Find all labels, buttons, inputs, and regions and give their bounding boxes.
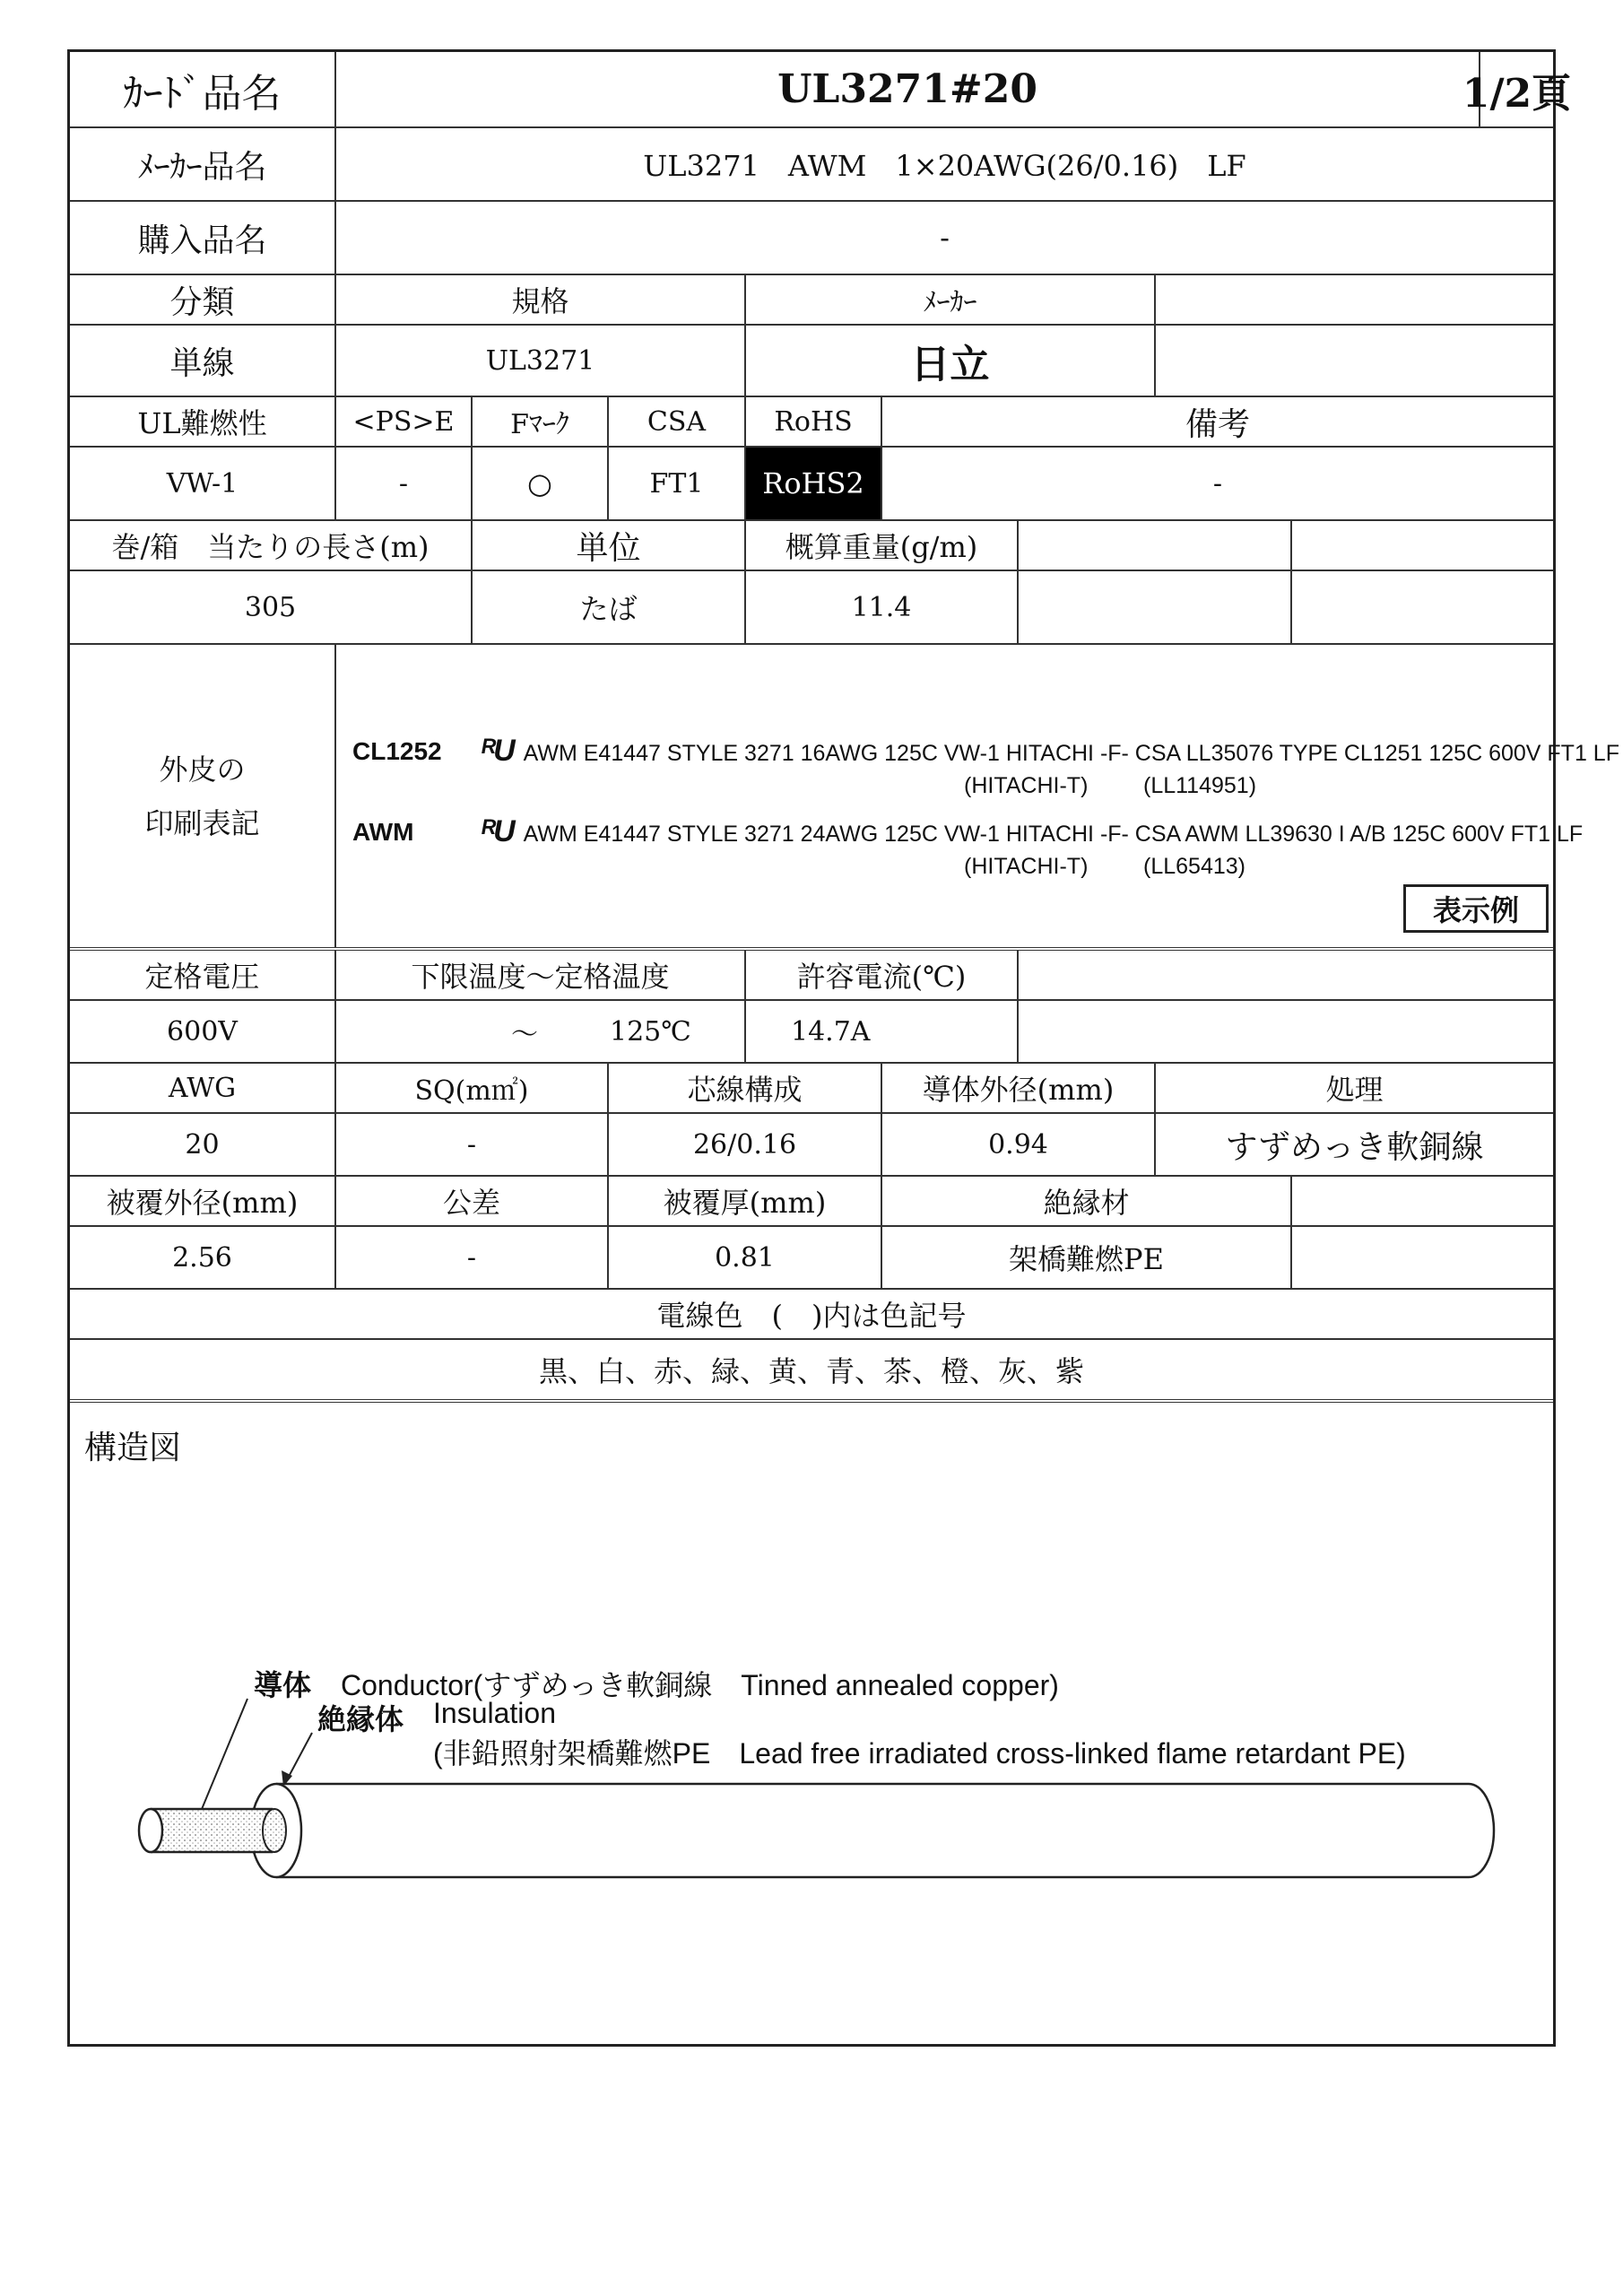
insulation-desc: (非鉛照射架橋難燃PE Lead free irradiated cross-linked flame retardant PE) <box>433 1737 1406 1770</box>
sq-value: - <box>334 1114 607 1175</box>
insulation-jp: 絶縁体 <box>317 1703 404 1735</box>
weight-label: 概算重量(g/m) <box>744 521 1017 570</box>
ul-mark-icon: ᴿU <box>480 734 513 768</box>
rohs-value: RoHS2 <box>744 448 881 519</box>
flame-header-row <box>70 397 1553 448</box>
printing-area <box>334 645 1619 947</box>
packaging-value-row <box>70 571 1553 645</box>
length-value: 305 <box>244 591 297 623</box>
purchase-name-label: 購入品名 <box>137 222 267 259</box>
insulation-header-row <box>70 1177 1553 1227</box>
tolerance-label: 公差 <box>334 1177 607 1225</box>
material-label: 絶縁材 <box>881 1177 1290 1225</box>
spec-label: 規格 <box>334 275 744 324</box>
printing-label-line1: 外皮の <box>159 752 246 787</box>
classification-label: 分類 <box>169 283 235 321</box>
awg-label: AWG <box>168 1072 237 1104</box>
ratings-header-row <box>70 951 1553 1001</box>
ratings-value-row <box>70 1001 1553 1064</box>
temp-label: 下限温度～定格温度 <box>334 951 744 999</box>
thickness-label: 被覆厚(mm) <box>607 1177 881 1225</box>
purchase-name-row <box>70 202 1553 275</box>
colors-header-row <box>70 1290 1553 1340</box>
strand-value: 26/0.16 <box>607 1114 881 1175</box>
awg-value: 20 <box>185 1128 220 1161</box>
maker-name-label: ﾒｰｶｰ品名 <box>137 148 267 186</box>
flame-value-row <box>70 448 1553 521</box>
remarks-value: - <box>881 448 1553 519</box>
conductor-header-row <box>70 1064 1553 1114</box>
print-sub1-1: (HITACHI-T) <box>964 773 1089 798</box>
print-code-2: AWM <box>352 818 414 846</box>
card-name-label: ｶｰﾄﾞ品名 <box>123 70 282 117</box>
print-line-1 <box>480 734 1619 769</box>
colors-label: 電線色 ( )内は色記号 <box>656 1299 967 1333</box>
unit-value: たば <box>471 571 744 643</box>
blank-cell <box>1017 951 1553 999</box>
colors-value-row <box>70 1340 1553 1403</box>
maker-name-row <box>70 128 1553 202</box>
insulation-body <box>276 1784 1494 1877</box>
classification-value-row <box>70 326 1553 397</box>
print-line-2 <box>480 814 1583 849</box>
print-text-2: AWM E41447 STYLE 3271 24AWG 125C VW-1 HITACHI -F- CSA AWM LL39630 I A/B 125C 600V FT1 LF <box>523 822 1584 847</box>
maker-value: 日立 <box>744 326 1154 396</box>
weight-value: 11.4 <box>744 571 1017 643</box>
blank-cell <box>1017 521 1290 570</box>
conductor-body <box>151 1809 272 1852</box>
blank-cell <box>1290 1227 1553 1288</box>
printing-label <box>70 645 334 947</box>
temp-value-cell <box>334 1001 744 1062</box>
fmark-value: ○ <box>471 448 607 519</box>
print-text-1: AWM E41447 STYLE 3271 16AWG 125C VW-1 HITACHI -F- CSA LL35076 TYPE CL1251 125C 600V FT1 LF <box>523 741 1619 766</box>
treatment-value: すずめっき軟銅線 <box>1154 1114 1553 1175</box>
voltage-label: 定格電圧 <box>144 960 260 994</box>
printing-label-line2: 印刷表記 <box>144 805 260 840</box>
conductor-en: Conductor(すずめっき軟銅線 Tinned annealed copper) <box>341 1669 1059 1701</box>
length-label: 巻/箱 当たりの長さ(m) <box>111 530 430 564</box>
print-sub2-1: (LL114951) <box>1143 773 1257 798</box>
thickness-value: 0.81 <box>607 1227 881 1288</box>
printing-row <box>70 645 1619 951</box>
current-value: 14.7A <box>744 1001 1017 1062</box>
rohs-label: RoHS <box>744 397 881 446</box>
classification-header-row <box>70 275 1553 326</box>
blank-cell <box>1290 521 1553 570</box>
page-number: 1/2頁 <box>1479 52 1553 126</box>
material-value: 架橋難燃PE <box>881 1227 1290 1288</box>
conductor-leader-line <box>195 1699 247 1824</box>
csa-label: CSA <box>607 397 744 446</box>
treatment-label: 処理 <box>1154 1064 1553 1112</box>
conductor-end <box>139 1809 162 1852</box>
blank-cell <box>1154 275 1553 324</box>
tolerance-value: - <box>334 1227 607 1288</box>
purchase-name-value: - <box>334 202 1553 274</box>
conductor-exit <box>263 1809 286 1852</box>
remarks-label: 備考 <box>881 397 1553 446</box>
card-name-row <box>70 52 1572 128</box>
print-sub1-2: (HITACHI-T) <box>964 854 1089 879</box>
spec-sheet <box>67 49 1619 2047</box>
classification-value: 単線 <box>169 344 235 382</box>
pse-label: <PS>E <box>334 397 471 446</box>
structure-title: 構造図 <box>84 1430 182 1466</box>
temp-value: 125℃ <box>610 1015 691 1048</box>
blank-cell <box>1290 1177 1553 1225</box>
pse-value: - <box>334 448 471 519</box>
fmark-label: Fﾏｰｸ <box>471 397 607 446</box>
maker-name-value: UL3271 AWM 1×20AWG(26/0.16) LF <box>334 128 1553 200</box>
example-label: 表示例 <box>1403 884 1549 933</box>
insulation-od-label: 被覆外径(mm) <box>106 1186 299 1220</box>
card-name-value: UL3271#20 <box>334 52 1479 126</box>
print-code-1: CL1252 <box>352 737 442 765</box>
csa-value: FT1 <box>607 448 744 519</box>
conductor-jp: 導体 <box>254 1669 312 1701</box>
od-value: 0.94 <box>881 1114 1154 1175</box>
voltage-value: 600V <box>167 1015 238 1048</box>
insulation-od-value: 2.56 <box>172 1241 232 1274</box>
ul-mark-icon: ᴿU <box>480 814 513 848</box>
print-sub2-2: (LL65413) <box>1143 854 1245 879</box>
ul-flame-value: VW-1 <box>166 467 239 500</box>
packaging-header-row <box>70 521 1553 571</box>
blank-cell <box>1290 571 1553 643</box>
colors-value: 黒、白、赤、緑、黄、青、茶、橙、灰、紫 <box>538 1354 1084 1388</box>
sq-label: SQ(m㎡) <box>334 1064 607 1112</box>
insulation-value-row <box>70 1227 1553 1290</box>
current-label: 許容電流(℃) <box>744 951 1017 999</box>
strand-label: 芯線構成 <box>607 1064 881 1112</box>
ul-flame-label: UL難燃性 <box>137 406 267 440</box>
blank-cell <box>1017 571 1290 643</box>
conductor-value-row <box>70 1114 1553 1177</box>
spec-value: UL3271 <box>334 326 744 396</box>
unit-label: 単位 <box>471 521 744 570</box>
wire-diagram <box>70 1403 1553 2044</box>
insulation-en: Insulation <box>433 1697 556 1729</box>
blank-cell <box>1154 326 1553 396</box>
maker-label: ﾒｰｶｰ <box>744 275 1154 324</box>
temp-separator: ～ <box>511 1019 538 1050</box>
od-label: 導体外径(mm) <box>881 1064 1154 1112</box>
blank-cell <box>1017 1001 1553 1062</box>
structure-section <box>70 1403 1553 2044</box>
